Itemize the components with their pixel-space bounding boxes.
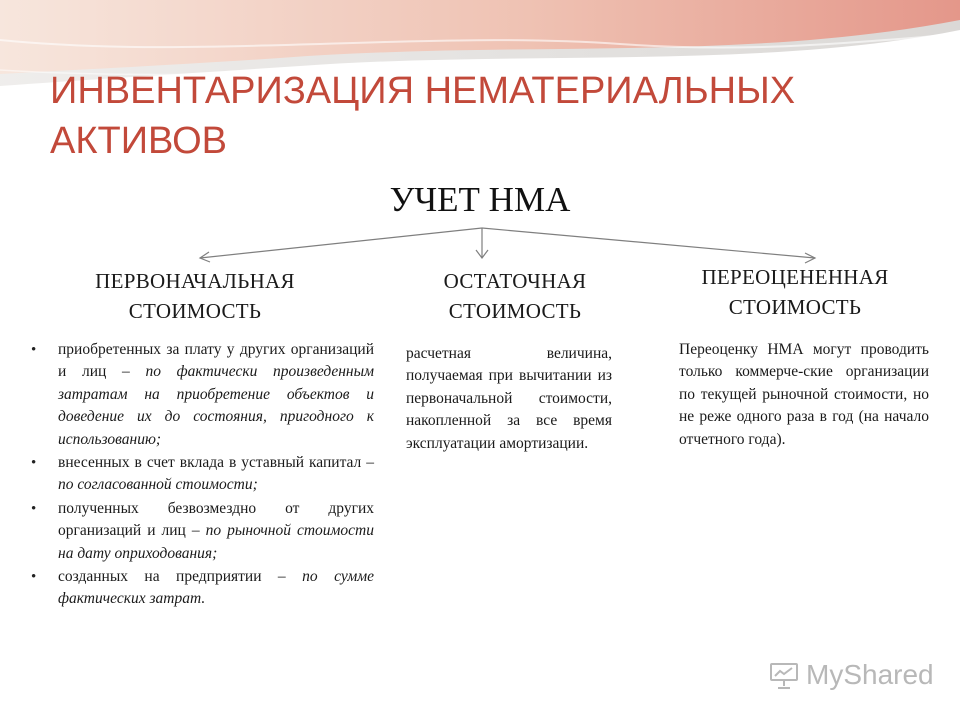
- list-item: [58, 566, 374, 611]
- item-plain-text: приобретенных за плату у других организаций и лиц –: [58, 341, 374, 381]
- arrow-right-line: [482, 228, 815, 258]
- item-plain-text: внесенных в счет вклада в уставный капитал –: [58, 454, 374, 472]
- item-italic-text: по рыночной стоимости на дату оприходования;: [58, 522, 374, 562]
- item-italic-text: по фактически произведенным затратам на приобретение объектов и доведение их до состояния, пригодного к использованию;: [58, 363, 375, 448]
- revalued-cost-text: Переоценку НМА могут проводить только коммерче-ские организации по текущей рыночной стоимости, но не реже одного раза в год (на начало отчетного года).: [679, 341, 929, 448]
- arrow-left-line: [200, 228, 482, 258]
- item-plain-text: полученных безвозмездно от других организаций и лиц –: [58, 499, 374, 540]
- list-item: [58, 339, 374, 451]
- heading-revalued-cost: ПЕРЕОЦЕНЕННАЯ СТОИМОСТЬ: [701, 265, 889, 319]
- arrow-middle-head: [476, 250, 488, 258]
- heading-initial-cost: ПЕРВОНАЧАЛЬНАЯ СТОИМОСТЬ: [95, 269, 295, 323]
- item-italic-text: по согласованной стоимости;: [58, 476, 258, 494]
- watermark-text: MyShared: [806, 659, 934, 690]
- list-item: [58, 498, 374, 565]
- residual-cost-text: расчетная величина, получаемая при вычитании из первоначальной стоимости, накопленной за все время эксплуатации амортизации.: [406, 345, 612, 452]
- list-item: [58, 452, 374, 497]
- slide-title: ИНВЕНТАРИЗАЦИЯ НЕМАТЕРИАЛЬНЫХ АКТИВОВ: [50, 70, 796, 162]
- watermark-logo: [768, 658, 938, 692]
- center-heading: УЧЕТ НМА: [389, 180, 571, 219]
- item-italic-text: по сумме фактических затрат.: [58, 568, 374, 608]
- presentation-board-icon: [768, 660, 800, 690]
- item-plain-text: созданных на предприятии –: [58, 568, 303, 586]
- initial-cost-list: [58, 339, 374, 612]
- arrow-left-head: [200, 252, 210, 262]
- heading-residual-cost: ОСТАТОЧНАЯ СТОИМОСТЬ: [443, 269, 587, 323]
